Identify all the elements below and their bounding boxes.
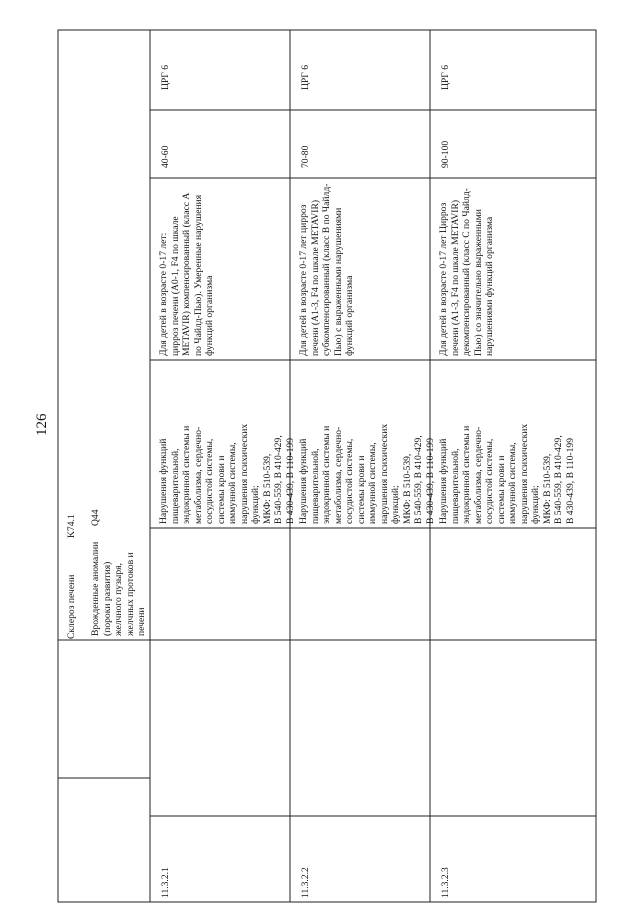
header-line2-code: Q44 xyxy=(90,509,101,526)
function-line: сосудистой системы, xyxy=(204,438,215,524)
description-line: Для детей в возрасте 0-17 лет: xyxy=(158,232,169,356)
function-line: нарушения психических xyxy=(238,423,250,524)
header-line1-code: K74.1 xyxy=(66,514,77,538)
description-line: печени (A1-3, F4 по шкале METAVIR) xyxy=(309,199,321,356)
function-line: пищеварительной, xyxy=(449,448,461,524)
description-line: Пью) с выраженными нарушениями xyxy=(332,207,344,356)
header-line2-text: Врожденные аномалии xyxy=(90,541,101,636)
function-line: пищеварительной, xyxy=(169,448,181,524)
row-functions xyxy=(158,424,296,524)
header-line2-text: желчного пузыря, xyxy=(113,563,124,636)
header-line2-text: желчных протоков и xyxy=(124,552,136,636)
function-line: МКФ: B 510-539, xyxy=(401,453,413,524)
row-code: 11.3.2.3 xyxy=(440,867,451,898)
description-line: по Чайлд-Пью). Умеренные нарушения xyxy=(192,194,204,356)
row-functions xyxy=(438,424,576,524)
function-line: B 430-439, B 110-199 xyxy=(284,438,296,524)
row-description xyxy=(298,184,356,356)
function-line: эндокринной системы и xyxy=(321,425,332,524)
row-description xyxy=(158,193,216,356)
function-line: функций; xyxy=(530,485,541,524)
function-line: метаболизма, сердечно- xyxy=(332,426,344,524)
function-line: метаболизма, сердечно- xyxy=(192,426,204,524)
description-line: печени (A1-3, F4 по шкале METAVIR) xyxy=(449,199,461,356)
function-line: иммунной системы, xyxy=(367,442,378,524)
function-line: сосудистой системы, xyxy=(484,438,495,524)
function-line: системы крови и xyxy=(215,455,227,524)
description-line: субкомпенсированный (класс В по Чайлд- xyxy=(321,183,332,356)
header-line1: Склероз печени xyxy=(66,574,77,639)
description-line: Пью) со значительно выраженными xyxy=(472,209,484,356)
function-line: МКФ: B 510-539, xyxy=(541,453,553,524)
description-line: нарушениями функций организма xyxy=(484,216,495,356)
row-percent: 90-100 xyxy=(440,140,451,168)
function-line: иммунной системы, xyxy=(227,442,238,524)
row-code: 11.3.2.1 xyxy=(160,867,171,898)
function-line: нарушения психических xyxy=(518,423,530,524)
row-functions xyxy=(298,424,436,524)
function-line: метаболизма, сердечно- xyxy=(472,426,484,524)
description-line: функций организма xyxy=(344,275,355,356)
function-line: функций; xyxy=(250,485,261,524)
header-line2-text: (пороки развития) xyxy=(101,561,113,636)
function-line: эндокринной системы и xyxy=(461,425,472,524)
function-line: системы крови и xyxy=(355,455,367,524)
function-line: иммунной системы, xyxy=(507,442,518,524)
function-line: эндокринной системы и xyxy=(181,425,192,524)
row-percent: 40-60 xyxy=(160,145,171,168)
function-line: Нарушения функций xyxy=(438,438,449,524)
function-line: B 540-559, B 410-429, xyxy=(273,435,284,524)
description-line: Для детей в возрасте 0-17 лет Цирроз xyxy=(438,202,449,356)
function-line: B 540-559, B 410-429, xyxy=(413,435,424,524)
function-line: функций; xyxy=(390,485,401,524)
header-line2 xyxy=(90,542,148,636)
page-number: 126 xyxy=(34,413,50,436)
row-org: ЦРГ 6 xyxy=(160,64,171,90)
description-line: функций организма xyxy=(204,275,215,356)
function-line: Нарушения функций xyxy=(298,438,309,524)
function-line: Нарушения функций xyxy=(158,438,169,524)
row-org: ЦРГ 6 xyxy=(300,64,311,90)
function-line: B 540-559, B 410-429, xyxy=(553,435,564,524)
description-line: декомпенсированный (класс С по Чайлд- xyxy=(461,188,472,356)
description-line: Для детей в возрасте 0-17 лет цирроз xyxy=(298,204,309,356)
description-line: цирроз печени (A0-1, F4 по шкале xyxy=(169,216,181,356)
function-line: B 430-439, B 110-199 xyxy=(424,438,436,524)
row-percent: 70-80 xyxy=(300,145,311,168)
function-line: системы крови и xyxy=(495,455,507,524)
function-line: МКФ: B 510-539, xyxy=(261,453,273,524)
header-line2-text: печени xyxy=(136,607,147,636)
function-line: B 430-439, B 110-199 xyxy=(564,438,576,524)
description-line: METAVIR) компенсированный (класс A xyxy=(181,192,192,356)
function-line: сосудистой системы, xyxy=(344,438,355,524)
row-description xyxy=(438,188,496,356)
row-org: ЦРГ 6 xyxy=(440,64,451,90)
function-line: пищеварительной, xyxy=(309,448,321,524)
function-line: нарушения психических xyxy=(378,423,390,524)
row-code: 11.3.2.2 xyxy=(300,867,311,898)
